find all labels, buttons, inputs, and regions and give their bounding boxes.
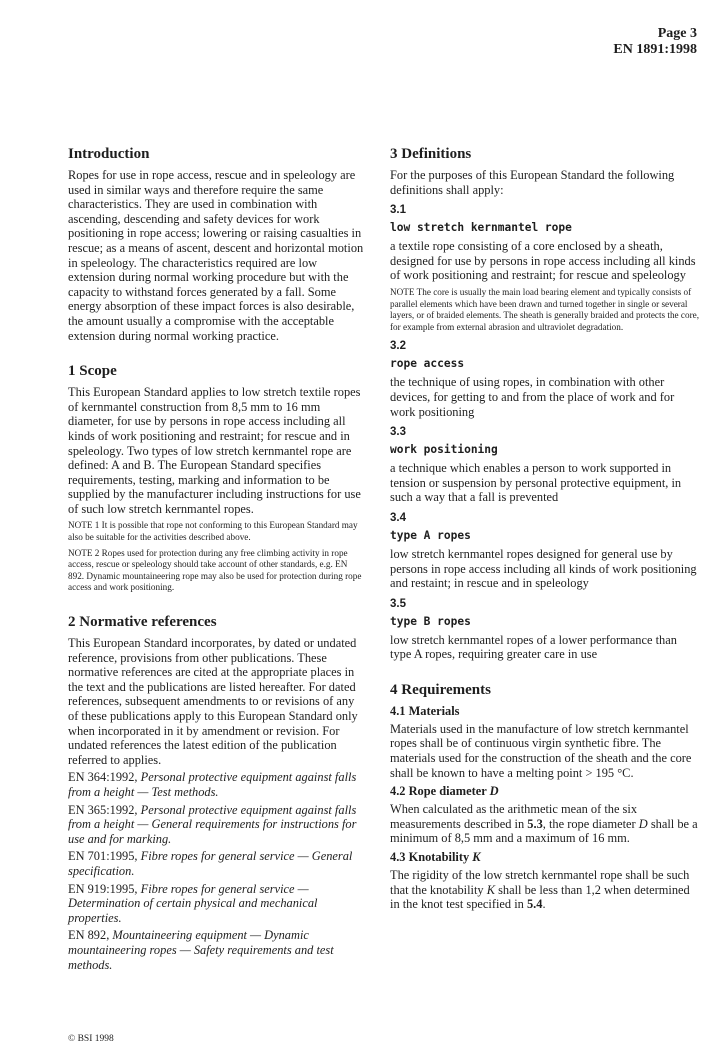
- requirements-section: [390, 680, 700, 912]
- definition-text: a technique which enables a person to work supported in tension or suspension by personal protective equipment, in such a way that a fall is prevented: [390, 461, 682, 505]
- normative-references-text: This European Standard incorporates, by dated or undated reference, provisions from other publications. These normative references are cited at the appropriate places in the text and the publications are listed hereafter. For dated references, subsequent amendments to or revisions of any of these publications apply to this European Standard only when incorporated in it by amendment or revision. For undated references the latest edition of the publication referred to applies.: [68, 636, 358, 767]
- requirements-heading: 4 Requirements: [390, 681, 491, 698]
- definition-term: low stretch kernmantel rope: [390, 221, 572, 235]
- page-header: [613, 26, 697, 58]
- reference-item: EN 919:1995, Fibre ropes for general service — Determination of certain physical and mechanical properties.: [68, 881, 318, 925]
- reference-item: EN 364:1992, Personal protective equipment against falls from a height — Test methods.: [68, 770, 357, 799]
- definition-note: NOTE The core is usually the main load bearing element and typically consists of parallel elements which have been drawn and turned together in single or several layers, or of braided elements. The sheath is generally braided and protects the core, for example from external abrasion and ultraviolet degradation.: [390, 286, 700, 332]
- introduction-section: [68, 144, 365, 343]
- materials-heading: 4.1 Materials: [390, 703, 460, 718]
- reference-item: EN 701:1995, Fibre ropes for general service — General specification.: [68, 849, 353, 878]
- definitions-intro: For the purposes of this European Standard the following definitions shall apply:: [390, 168, 675, 197]
- definition-item: [390, 511, 700, 591]
- definition-text: the technique of using ropes, in combination with other devices, for getting to and from the place of work and for work positioning: [390, 375, 675, 419]
- scope-heading: 1 Scope: [68, 363, 117, 380]
- definition-item: [390, 597, 700, 662]
- definition-item: [390, 339, 700, 419]
- definition-item: [390, 203, 700, 333]
- right-column: [390, 144, 700, 930]
- introduction-text: Ropes for use in rope access, rescue and in speleology are used in similar ways and therefore require the same characteristics. They are used in combination with ascending, descending and safety devices for work positioning in rope access; lowering or raising casualties in rescue; as a means of ascent, descent and horizontal motion in speleology. The characteristics required are low extension during normal working procedure but with the capacity to withstand forces generated by a fall. Some energy absorption of these impact forces is also desirable, the amount usually a compromise with the acceptable extension during normal working practice.: [68, 168, 364, 343]
- definition-number: 3.2: [390, 340, 406, 353]
- knotability-text: The rigidity of the low stretch kernmantel rope shall be such that the knotability K shall be less than 1,2 when determined in the knot test specified in 5.4.: [390, 868, 690, 912]
- definition-number: 3.5: [390, 597, 406, 610]
- rope-diameter-text: When calculated as the arithmetic mean of the six measurements described in 5.3, the rope diameter D shall be a minimum of 8,5 mm and a maximum of 16 mm.: [390, 802, 698, 846]
- scope-note-2: NOTE 2 Ropes used for protection during any free climbing activity in rope access, rescue or speleology should take account of other standards, e.g. EN 892. Dynamic mountaineering rope may also be used for protection during rope access and work positioning.: [68, 547, 362, 593]
- normative-references-section: [68, 612, 365, 972]
- definition-term: type A ropes: [390, 528, 471, 542]
- materials-text: Materials used in the manufacture of low stretch kernmantel ropes shall be of continuous virgin synthetic fibre. The materials used for the construction of the sheath and the core shall be known to have a melting point > 195 °C.: [390, 721, 692, 780]
- left-column: [68, 144, 365, 990]
- definition-number: 3.1: [390, 204, 406, 217]
- scope-text: This European Standard applies to low stretch textile ropes of kernmantel construction from 8,5 mm to 16 mm diameter, for use by persons in rope access including all kinds of work positioning and restraint; for rescue and in speleology. Two types of low stretch kernmantel rope are defined: A and B. The European Standard specifies requirements, testing, marking and information to be supplied by the manufacturer including instructions for use of such low stretch kernmantel ropes.: [68, 385, 361, 516]
- definition-item: [390, 425, 700, 505]
- definition-number: 3.4: [390, 511, 406, 524]
- reference-item: EN 365:1992, Personal protective equipment against falls from a height — General requirements for instructions for use and for marking.: [68, 802, 357, 846]
- scope-note-1: NOTE 1 It is possible that rope not conforming to this European Standard may also be suitable for the activities described above.: [68, 520, 358, 543]
- scope-section: [68, 361, 365, 594]
- definition-text: low stretch kernmantel ropes designed for general use by persons in rope access including all kinds of work positioning and restaint; in rescue and in speleology: [390, 546, 697, 591]
- reference-item: EN 892, Mountaineering equipment — Dynamic mountaineering ropes — Safety requirements and test methods.: [68, 928, 334, 972]
- definition-number: 3.3: [390, 426, 406, 439]
- definition-term: type B ropes: [390, 614, 471, 628]
- standard-id: EN 1891:1998: [613, 42, 697, 57]
- rope-diameter-heading: 4.2 Rope diameter D: [390, 784, 499, 799]
- definition-term: rope access: [390, 357, 465, 371]
- definition-text: a textile rope consisting of a core enclosed by a sheath, designed for use by persons in rope access including all kinds of work positioning and restraint; for rescue and speleology: [390, 239, 696, 283]
- page-number: Page 3: [657, 26, 697, 41]
- definition-term: work positioning: [390, 443, 498, 457]
- definitions-heading: 3 Definitions: [390, 146, 472, 162]
- definitions-section: [390, 144, 700, 662]
- copyright-footer: © BSI 1998: [68, 1034, 114, 1044]
- introduction-heading: Introduction: [68, 146, 150, 162]
- definition-text: low stretch kernmantel ropes of a lower performance than type A ropes, requiring greater care in use: [390, 632, 677, 662]
- normative-references-heading: 2 Normative references: [68, 614, 217, 631]
- knotability-heading: 4.3 Knotability K: [390, 850, 481, 865]
